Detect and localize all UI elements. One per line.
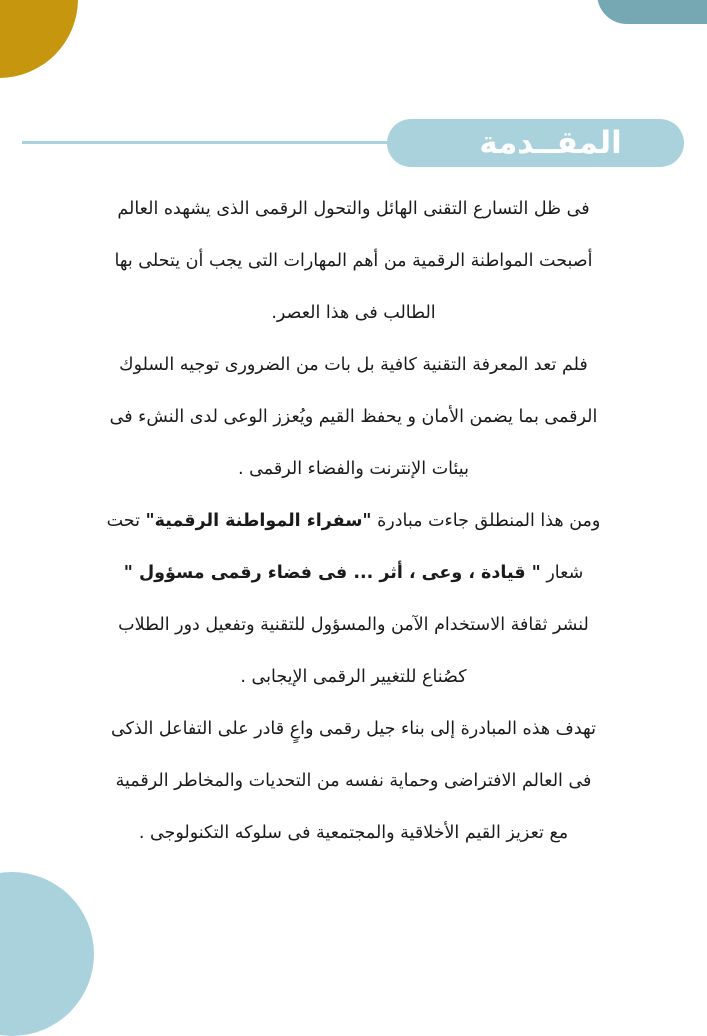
teal-corner-shape [597,0,707,24]
paragraph-4-line-1: تهدف هذه المبادرة إلى بناء جيل رقمى واعٍ قادر على التفاعل الذكى [111,719,596,739]
paragraph-3-line-4: كصُناع للتغيير الرقمى الإيجابى . [240,667,467,687]
initiative-suffix-text: تحت [106,511,140,531]
gold-corner-circle [0,0,78,78]
introduction-body [40,183,667,859]
paragraph-1-line-1: فى ظل التسارع التقنى الهائل والتحول الرقمى الذى يشهده العالم [117,199,590,219]
slogan-text: " قيادة ، وعى ، أثر ... فى فضاء رقمى مسؤول " [123,563,541,583]
title-divider-line [22,141,402,144]
paragraph-1-line-2: أصبحت المواطنة الرقمية من أهم المهارات التى يجب أن يتحلى بها [114,251,593,271]
paragraph-3-line-1 [40,495,667,547]
section-title-banner [387,119,684,167]
initiative-name: "سفراء المواطنة الرقمية" [145,511,372,531]
paragraph-2-line-2: الرقمى بما يضمن الأمان و يحفظ القيم ويُعزز الوعى لدى النشء فى [109,407,598,427]
teal-bottom-circle [0,872,94,1036]
initiative-intro-text: ومن هذا المنطلق جاءت مبادرة [377,511,601,531]
paragraph-4-line-2: فى العالم الافتراضى وحماية نفسه من التحديات والمخاطر الرقمية [115,771,592,791]
paragraph-1-line-3: الطالب فى هذا العصر. [271,303,436,323]
paragraph-2-line-1: فلم تعد المعرفة التقنية كافية بل بات من الضرورى توجيه السلوك [119,355,588,375]
paragraph-4-line-3: مع تعزيز القيم الأخلاقية والمجتمعية فى سلوكه التكنولوجى . [138,823,569,843]
paragraph-3-line-3: لنشر ثقافة الاستخدام الآمن والمسؤول للتقنية وتفعيل دور الطلاب [118,615,589,635]
paragraph-2-line-3: بيئات الإنترنت والفضاء الرقمى . [238,459,469,479]
slogan-label: شعار [546,563,584,583]
paragraph-3-line-2 [40,547,667,599]
page-title: المقــدمة [479,125,622,161]
